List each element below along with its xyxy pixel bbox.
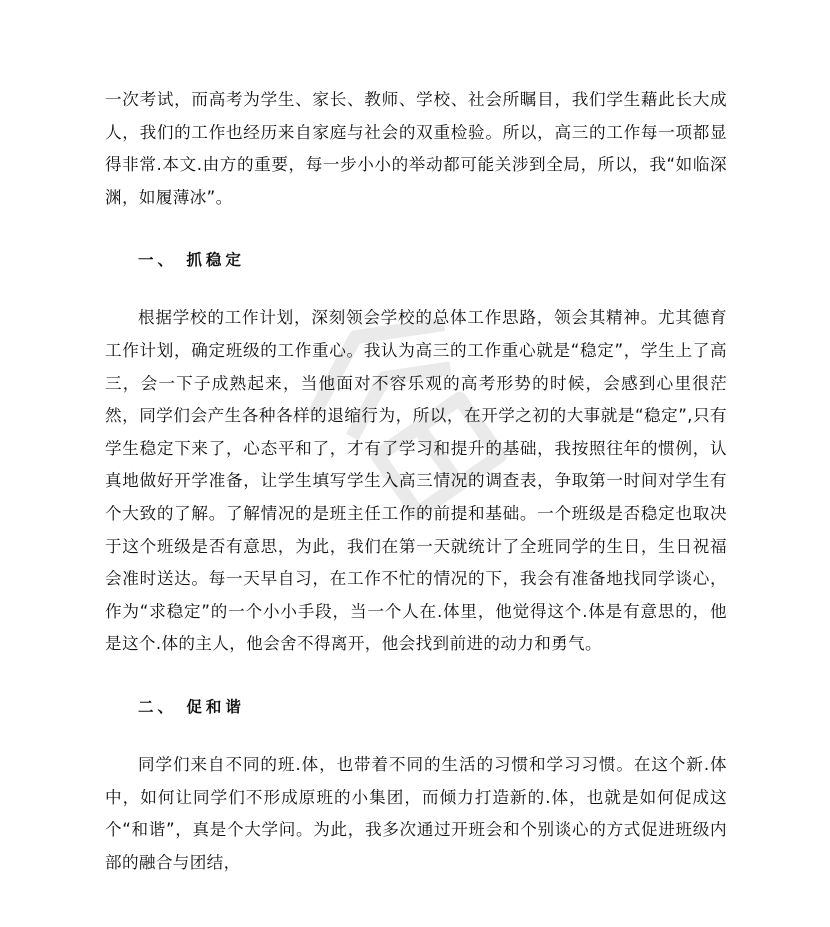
section-paragraph-harmony: 同学们来自不同的班.体，也带着不同的生活的习惯和学习习惯。在这个新.体中，如何让同学们不形成原班的小集团，而倾力打造新的.体，也就是如何促成这个“和谐”，真是个大学问。为此，我多次通过开班会和个别谈心的方式促进班级内部的融合与团结， xyxy=(105,754,727,872)
spacer xyxy=(105,723,727,749)
section-heading-harmony: 二、 促和谐 xyxy=(138,697,245,716)
section-heading-stability: 一、 抓稳定 xyxy=(138,251,245,270)
document-page xyxy=(105,84,727,879)
spacer xyxy=(105,661,727,691)
spacer xyxy=(105,276,727,302)
section-paragraph-stability: 根据学校的工作计划，深刻领会学校的总体工作思路，领会其精神。尤其德育工作计划，确定班级的工作重心。我认为高三的工作重心就是“稳定”，学生上了高三，会一下子成熟起来，当他面对不容乐观的高考形势的时候，会感到心里很茫然，同学们会产生各种各样的退缩行为，所以，在开学之初的大事就是“稳定”,只有学生稳定下来了，心态平和了，才有了学习和提升的基础，我按照往年的惯例，认真地做好开学准备，让学生填写学生入高三情况的调查表，争取第一时间对学生有个大致的了解。了解情况的是班主任工作的前提和基础。一个班级是否稳定也取决于这个班级是否有意思，为此，我们在第一天就统计了全班同学的生日，生日祝福会准时送达。每一天早自习，在工作不忙的情况的下，我会有准备地找同学谈心，作为“求稳定”的一个小小手段，当一个人在.体里，他觉得这个.体是有意思的，他是这个.体的主人，他会舍不得离开，他会找到前进的动力和勇气。 xyxy=(105,308,727,654)
intro-paragraph: 一次考试，而高考为学生、家长、教师、学校、社会所瞩目，我们学生藉此长大成人，我们的工作也经历来自家庭与社会的双重检验。所以，高三的工作每一项都显得非常.本文.由方的重要，每一步小小的举动都可能关涉到全局，所以，我“如临深渊，如履薄冰”。 xyxy=(105,90,727,207)
spacer xyxy=(105,214,727,244)
